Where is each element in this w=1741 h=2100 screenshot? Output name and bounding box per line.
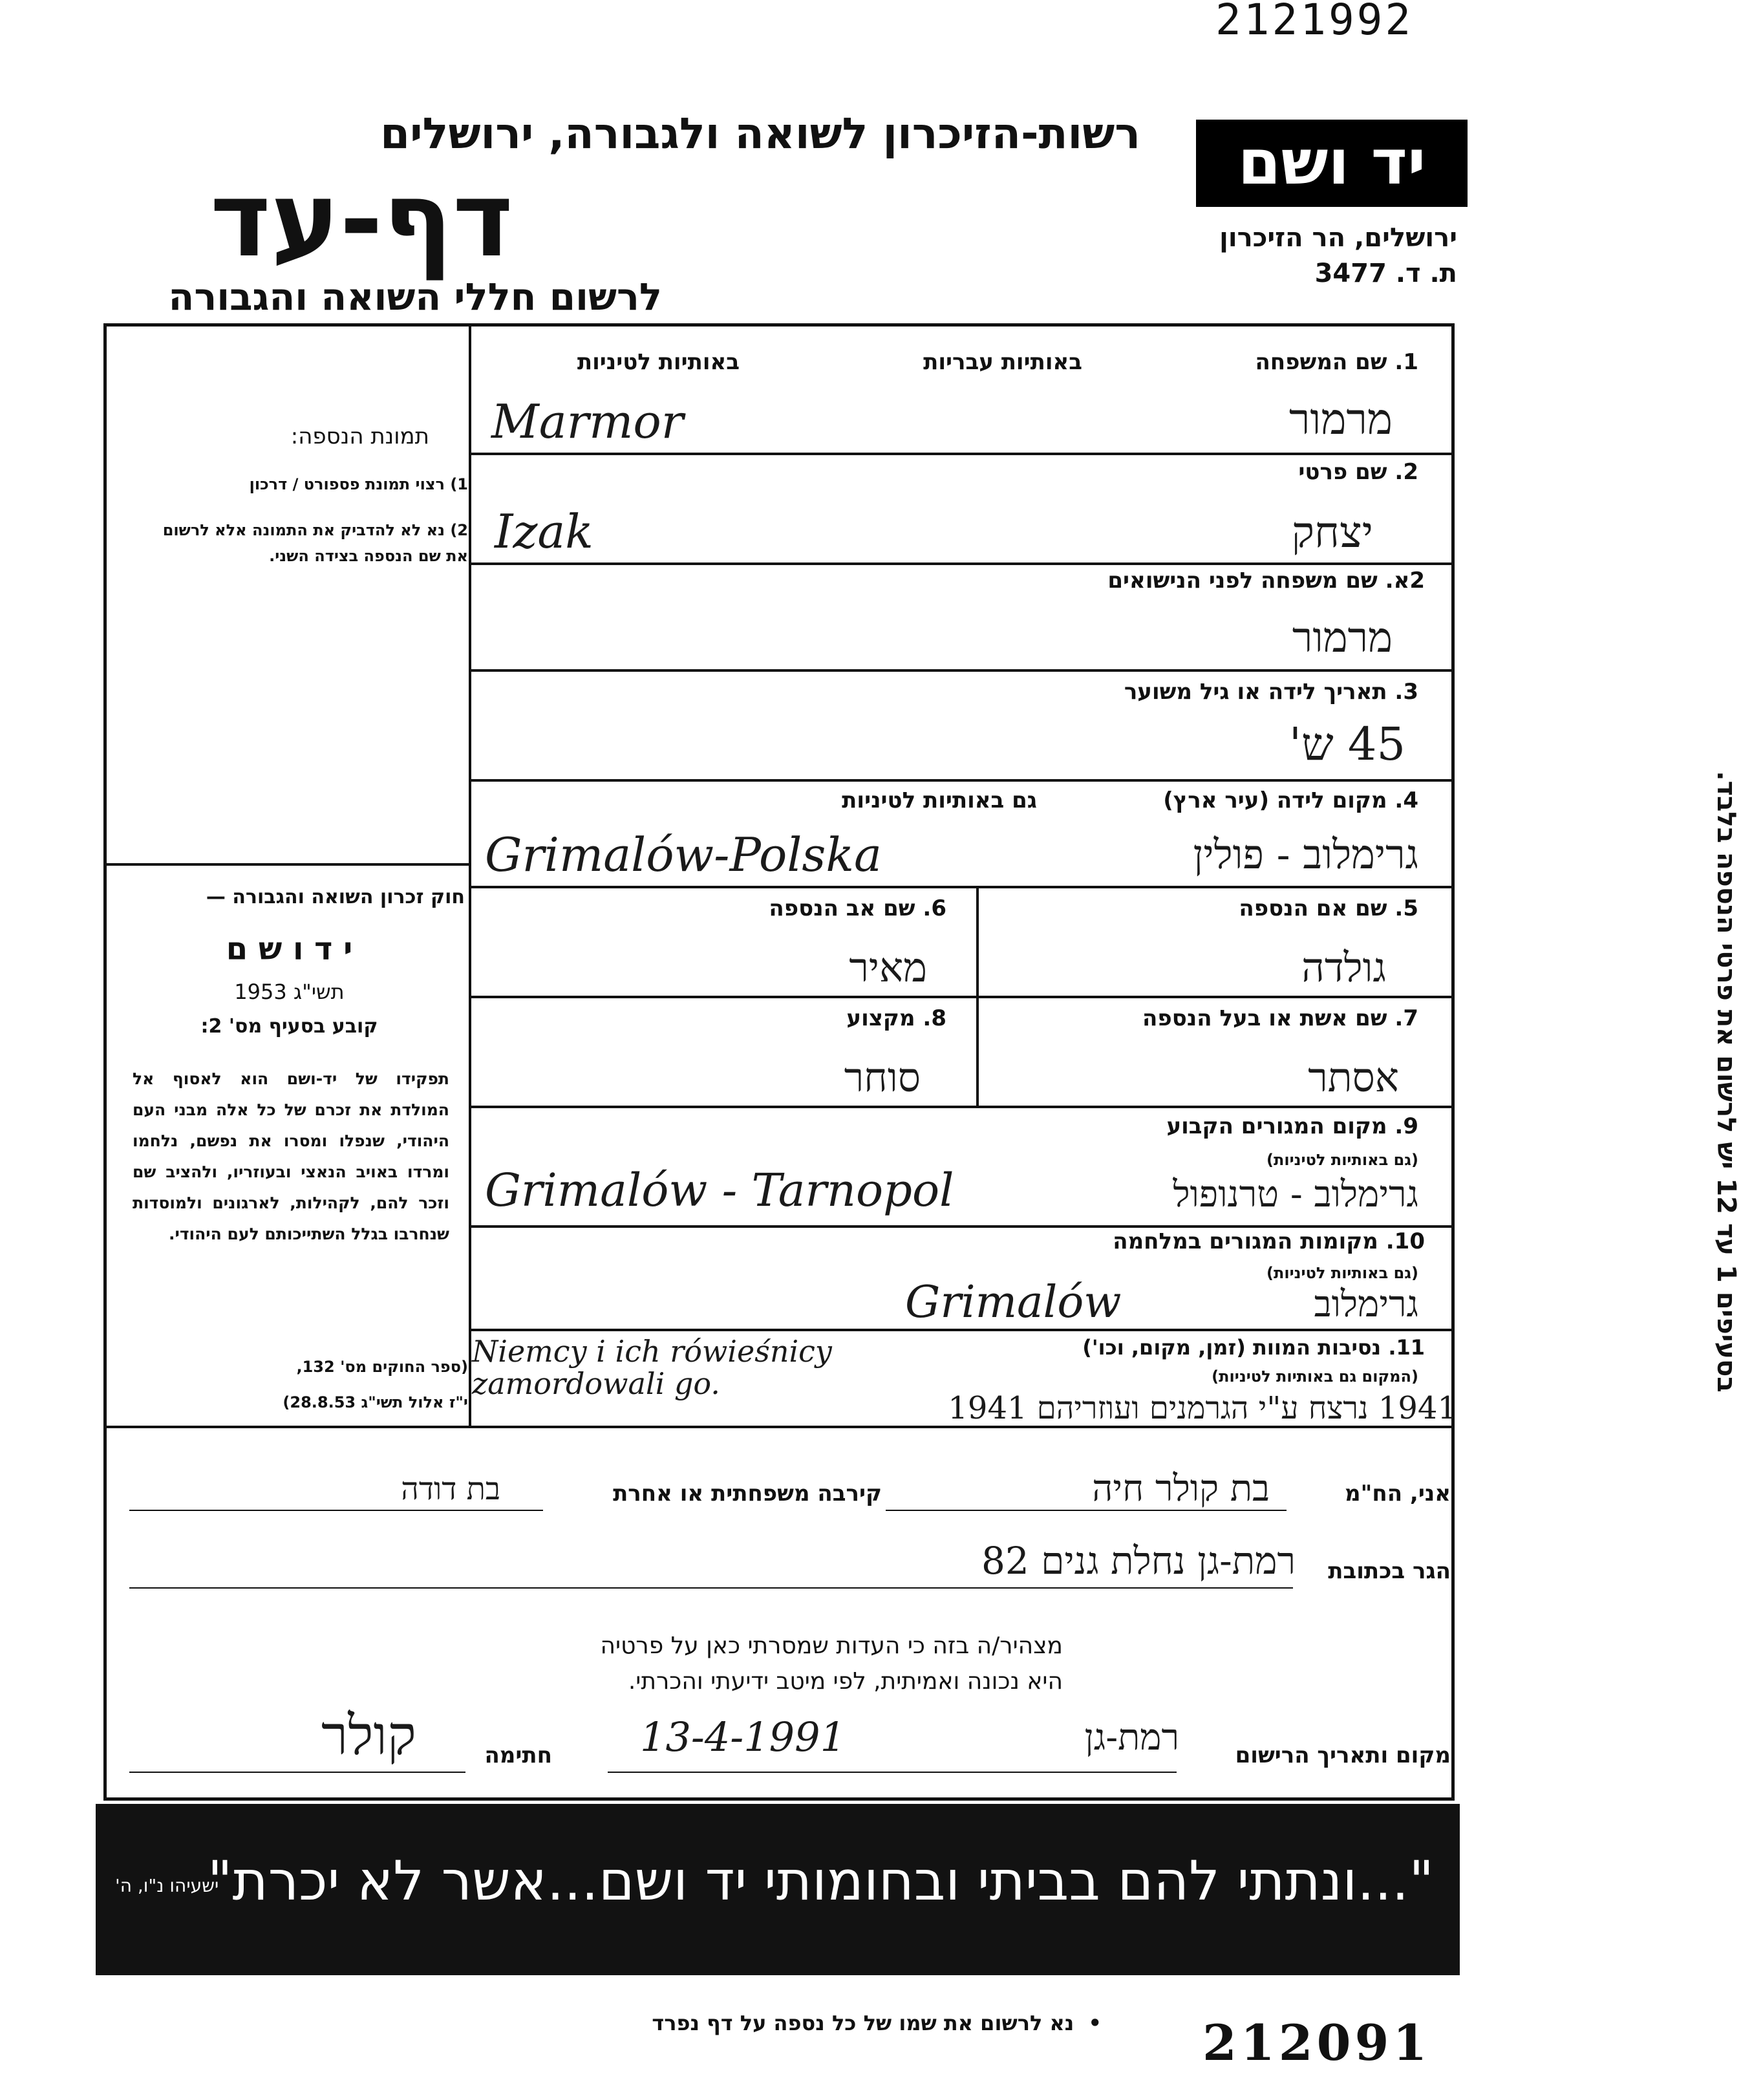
field-8-label: 8. מקצוע: [846, 1005, 946, 1031]
yad-vashem-logo: [1196, 120, 1468, 207]
signature-value: קולר: [321, 1704, 416, 1767]
photo-note-2: 2) נא לא להדביק את התמונה אלא לרשום את שם הנספה בצידה השני.: [162, 521, 468, 565]
relation-line: [129, 1510, 543, 1511]
field-1-hebrew-value: מרמור: [1289, 394, 1393, 444]
field-7-value: אסתר: [1308, 1054, 1399, 1101]
field-4-latin-value: Grimalów-Polska: [485, 828, 882, 882]
logo-text: יד ושם: [1237, 126, 1426, 198]
top-serial-number: 2121992: [1215, 0, 1414, 45]
declarant-label: אני, הח"מ: [1345, 1481, 1451, 1506]
signature-line: [129, 1772, 465, 1773]
field-11-note: (המקום גם באותיות לטיניות): [1212, 1367, 1418, 1386]
form-subtitle: לרשום חללי השואה והגבורה: [168, 275, 662, 319]
law-year: תשי"ג 1953: [234, 980, 345, 1004]
field-9-label: 9. מקום המגורים הקבוע: [1166, 1113, 1418, 1139]
field-10-label: 10. מקומות המגורים במלחמה: [1113, 1228, 1425, 1254]
mid-divider: [976, 887, 979, 1107]
field-9-note: (גם באותיות לטיניות): [1266, 1151, 1418, 1169]
address-line-1: ירושלים, הר הזיכרון: [1219, 223, 1457, 253]
law-section: קובע בסעיף מס' 2:: [200, 1015, 378, 1038]
field-2-latin-value: Izak: [495, 504, 593, 559]
law-heading: חוק זכרון השואה והגבורה —: [206, 886, 465, 908]
photo-title: תמונת הנספה:: [290, 423, 429, 449]
declarant-line: [886, 1510, 1287, 1511]
field-6-value: מאיר: [849, 944, 927, 991]
col-latin-header: באותיות לטיניות: [577, 349, 740, 375]
side-note: בסעיפים 1 עד 12 יש לרשום את פרטי הנספה בלבד.: [1711, 771, 1741, 1393]
row-line-8: [470, 1225, 1451, 1228]
field-7-label: 7. שם אשת או בעל הנספה: [1142, 1005, 1418, 1031]
place-value: רמת-גן: [1084, 1717, 1179, 1759]
field-4-label: 4. מקום לידה (עיר ארץ): [1163, 788, 1418, 813]
row-line-2: [470, 562, 1451, 565]
row-line-3: [470, 669, 1451, 672]
row-line-9: [470, 1329, 1451, 1331]
form-title: דף-עד: [209, 159, 513, 280]
field-4-latin-note: גם באותיות לטיניות: [842, 788, 1037, 813]
bullet-icon: •: [1074, 2011, 1102, 2035]
field-10-note: (גם באותיות לטיניות): [1266, 1264, 1418, 1282]
row-line-7: [470, 1106, 1451, 1108]
place-date-line: [608, 1772, 1177, 1773]
address-label: הגר בכתובת: [1328, 1558, 1451, 1584]
footer-note-text: נא לרשום את שמו של כל נספה על דף נפרד: [652, 2011, 1074, 2035]
field-11-line3-value: 1941 נרצח ע"י הגרמנים ועוזריהם 1941: [948, 1390, 1457, 1426]
field-3-value: 45 ש': [1288, 718, 1405, 771]
declarant-value: בת קולר חיה: [1092, 1468, 1270, 1510]
photo-note-1: 1) רצוי תמונת פספורט / דרכון: [249, 475, 468, 493]
field-4-hebrew-value: גרימלוב - פולין: [1193, 831, 1418, 878]
field-2-label: 2. שם פרטי: [1298, 459, 1418, 485]
banner-source: ישעיהו נ"ו, ה': [115, 1875, 219, 1896]
address-value: רמת-גן נחלת גנים 82: [981, 1539, 1296, 1583]
date-value: 13-4-1991: [640, 1713, 846, 1761]
field-9-latin-value: Grimalów - Tarnopol: [485, 1164, 954, 1217]
field-2a-label: 2א. שם משפחה לפני הנישואים: [1107, 568, 1425, 594]
row-line-5: [470, 886, 1451, 888]
place-date-label: מקום ותאריך הרישום: [1235, 1742, 1451, 1768]
row-line-1: [470, 453, 1451, 455]
col-hebrew-header: באותיות עבריות: [923, 349, 1082, 375]
field-1-label: 1. שם המשפחה: [1255, 349, 1418, 375]
field-3-label: 3. תאריך לידה או גיל משוער: [1124, 679, 1418, 705]
statement-line-2: היא נכונה ואמיתית, לפי מיטב ידיעתי והכרתי.: [628, 1668, 1063, 1695]
address-line-2: ת. ד. 3477: [1314, 259, 1457, 288]
relation-value: בת דודה: [401, 1471, 500, 1507]
quote-banner: [96, 1804, 1460, 1975]
row-line-6: [470, 996, 1451, 998]
footer-serial: 212091: [1202, 2014, 1431, 2072]
field-2-hebrew-value: יצחק: [1291, 508, 1373, 557]
address-line: [129, 1587, 1293, 1589]
field-6-label: 6. שם אב הנספה: [769, 895, 946, 921]
field-5-label: 5. שם אם הנספה: [1239, 895, 1418, 921]
row-line-4: [470, 779, 1451, 782]
law-name: י ד ו ש ם: [226, 931, 353, 967]
org-title: רשות-הזיכרון לשואה ולגבורה, ירושלים: [380, 109, 1140, 158]
banner-quote: "...ונתתי להם בביתי ובחומותי יד ושם...אשר לא יכרת": [207, 1849, 1434, 1912]
left-column-divider: [469, 327, 471, 1426]
footer-note: [652, 2011, 1102, 2035]
field-9-hebrew-value: גרימלוב - טרנופול: [1173, 1173, 1418, 1216]
field-2a-hebrew-value: מרמור: [1292, 614, 1393, 662]
law-citation-1: (ספר החוקים מס' 132,: [296, 1358, 468, 1376]
signature-label: חתימה: [484, 1742, 552, 1768]
law-citation-2: י"ז אלול תשי"ג 28.8.53): [283, 1393, 468, 1411]
statement-line-1: מצהיר/ה בזה כי העדות שמסרתי כאן על פרטיה: [600, 1633, 1063, 1659]
field-11-label: 11. נסיבות המוות (זמן, מקום, וכו'): [1082, 1335, 1425, 1360]
law-body: תפקידו של יד-ושם הוא לאסוף אל המולדת את זכרם של כל אלה מבני העם היהודי, שנפלו ומסרו את נפשם, נלחמו ומרדו באויב הנאצי ובעוזריו, ולהציב שם וזכר להם, לקהילות, לארגונים ולמוסדות שנחרבו בגלל השתייכותם לעם היהודי.: [133, 1069, 449, 1243]
field-11-latin-value: Niemcy i ich rówieśnicy zamordowali go.: [472, 1334, 832, 1401]
field-8-value: סוחר: [844, 1054, 921, 1101]
field-5-value: גולדה: [1301, 944, 1386, 991]
relation-label: קירבה משפחתית או אחרת: [613, 1481, 882, 1506]
field-1-latin-value: Marmor: [491, 394, 684, 449]
left-panel-split: [107, 863, 470, 866]
field-10-hebrew-value: גרימלוב: [1314, 1283, 1418, 1325]
field-10-latin-value: Grimalów: [905, 1277, 1122, 1328]
